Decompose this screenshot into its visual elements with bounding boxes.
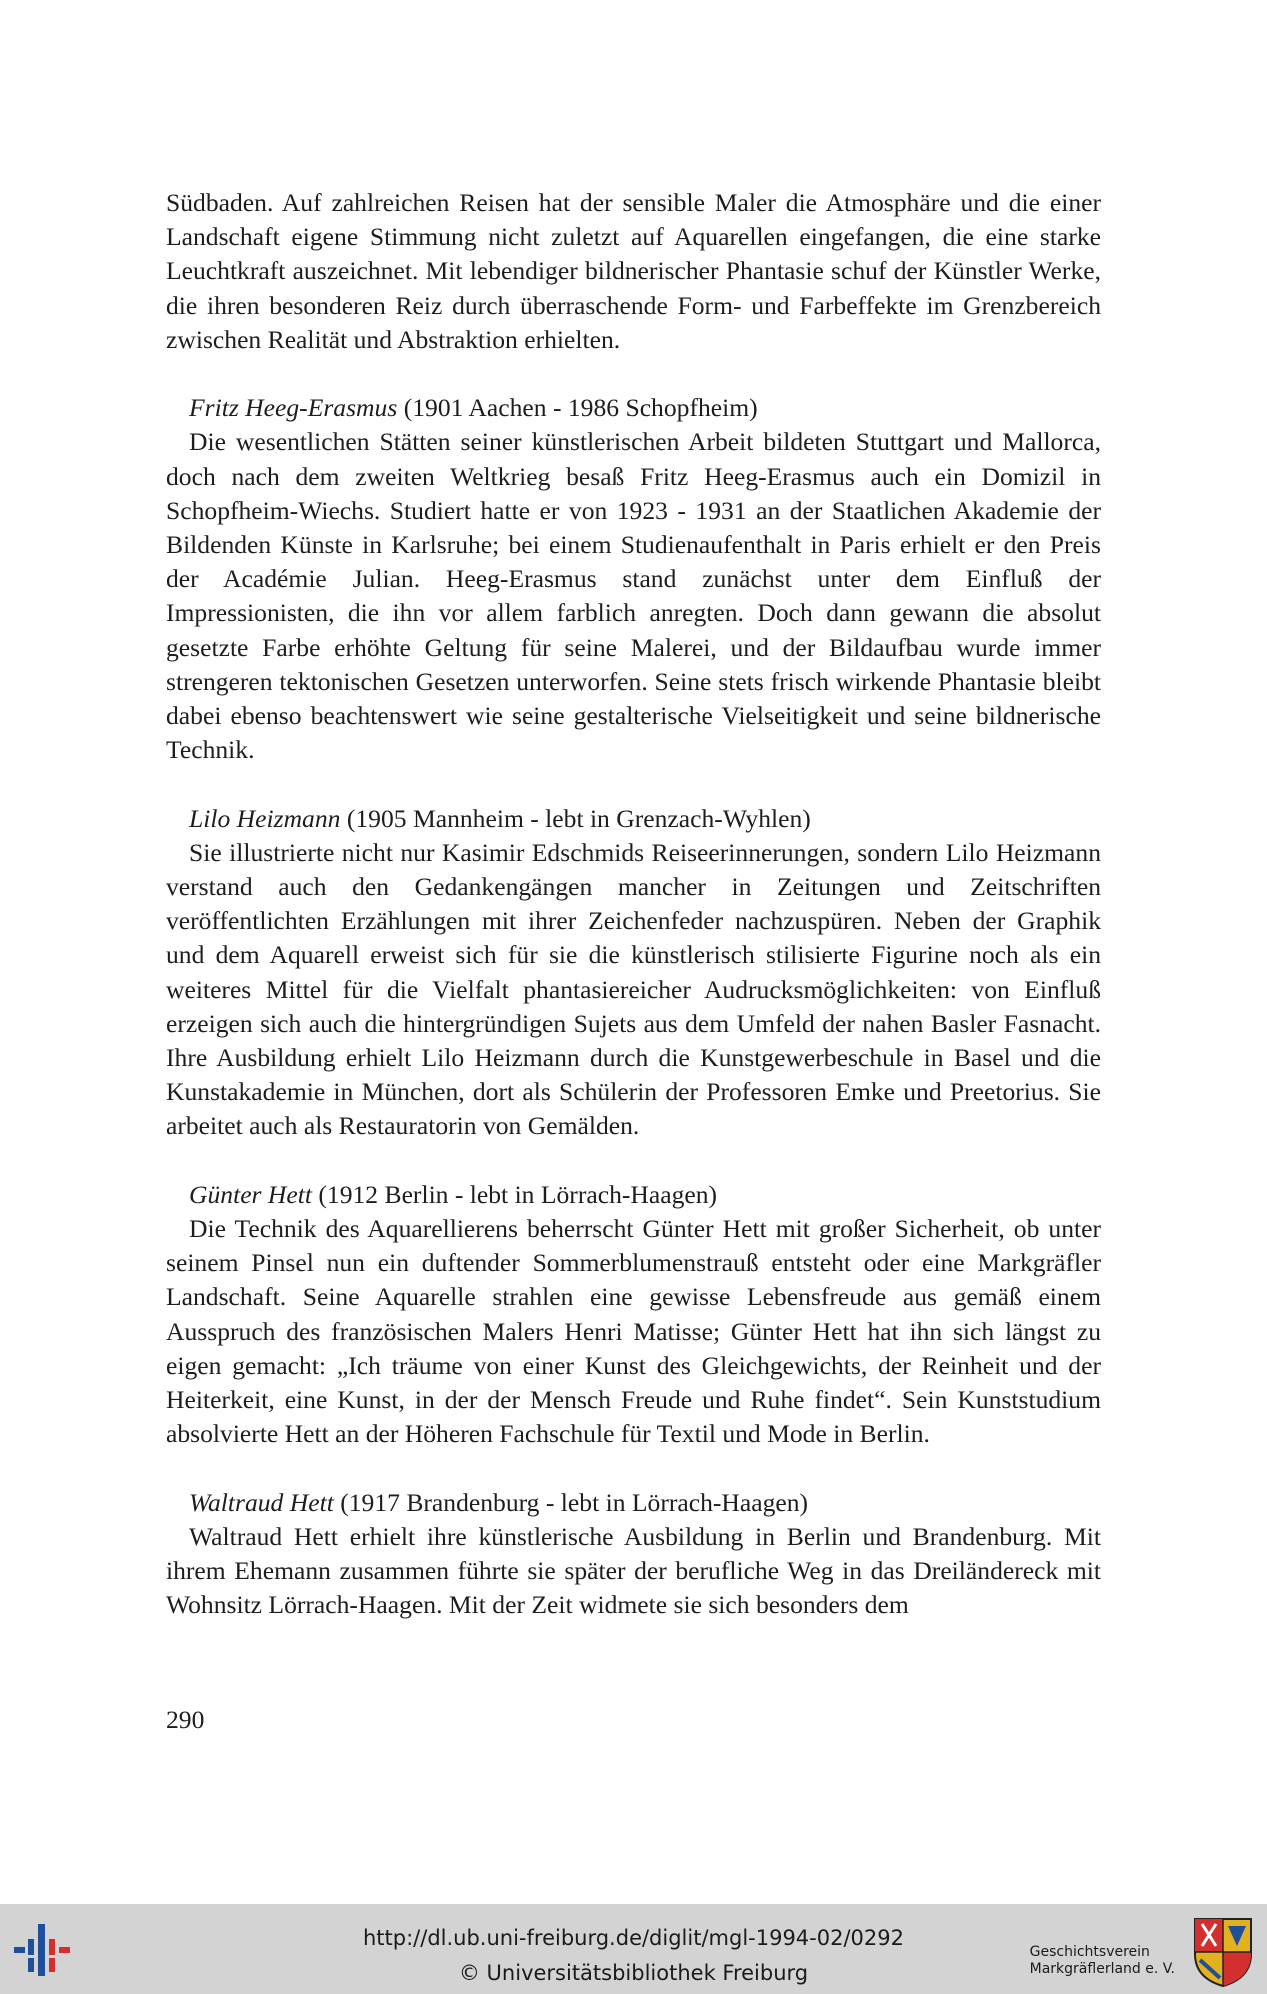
entry-heading — [166, 1178, 1101, 1212]
entry-heading — [166, 1486, 1101, 1520]
document-url-link[interactable]: http://dl.ub.uni-freiburg.de/diglit/mgl-1994-02/0292 — [362, 1926, 904, 1950]
artist-dates: (1901 Aachen - 1986 Schopfheim) — [403, 393, 758, 423]
artist-dates: (1905 Mannheim - lebt in Grenzach-Wyhlen) — [346, 803, 811, 833]
copyright-notice: © Universitätsbibliothek Freiburg — [458, 1961, 809, 1985]
coat-of-arms-icon — [1192, 1916, 1254, 1988]
artist-dates: (1917 Brandenburg - lebt in Lörrach-Haagen) — [340, 1487, 809, 1517]
page-body — [166, 186, 1101, 1622]
page-number: 290 — [166, 1705, 205, 1734]
entry-paragraph: Sie illustrierte nicht nur Kasimir Edschmids Reiseerinnerungen, sondern Lilo Heizmann verstand auch den Gedankengängen mancher in Zeitungen und Zeitschriften veröffentlichten Erzählungen mit ihrer Zeichenfeder nachzuspüren. Neben der Graphik und dem Aquarell erweist sich für sie die künstlerisch stilisierte Figurine noch als ein weiteres Mittel für die Vielfalt phantasiereicher Audrucksmöglichkeiten: von Einfluß erzeigen sich auch die hintergründigen Sujets aus dem Umfeld der nahen Basler Fasnacht. Ihre Ausbildung erhielt Lilo Heizmann durch die Kunstgewerbeschule in Basel und die Kunstakademie in München, dort als Schülerin der Professoren Emke und Preetorius. Sie arbeitet auch als Restauratorin von Gemälden. — [166, 837, 1101, 1141]
artist-dates: (1912 Berlin - lebt in Lörrach-Haagen) — [318, 1179, 718, 1209]
society-name-line1: Geschichtsverein — [1029, 1944, 1150, 1960]
entry-paragraph: Waltraud Hett erhielt ihre künstlerische Ausbildung in Berlin und Brandenburg. Mit ihrem Ehemann zusammen führte sie später der berufliche Weg in das Dreiländereck mit Wohnsitz Lörrach-Haagen. Mit der Zeit widmete sie sich besonders dem — [166, 1521, 1101, 1620]
viewer-footer — [0, 1904, 1267, 1994]
entry-heading — [166, 391, 1101, 425]
artist-name: Fritz Heeg-Erasmus — [189, 393, 398, 423]
artist-name: Lilo Heizmann — [189, 803, 341, 833]
artist-name: Günter Hett — [189, 1179, 312, 1209]
intro-paragraph: Südbaden. Auf zahlreichen Reisen hat der sensible Maler die Atmosphäre und die einer Landschaft eigene Stimmung nicht zuletzt auf Aquarellen eingefangen, die eine starke Leuchtkraft auszeichnet. Mit lebendiger bildnerischer Phantasie schuf der Künstler Werke, die ihren besonderen Reiz durch überraschende Form- und Farbeffekte im Grenzbereich zwischen Realität und Abstraktion erhielten. — [166, 188, 1101, 354]
society-name — [1030, 1944, 1175, 1978]
entry-paragraph: Die Technik des Aquarellierens beherrscht Günter Hett mit großer Sicherheit, ob unter seinem Pinsel nun ein duftender Sommerblumenstrauß entsteht oder eine Markgräfler Landschaft. Seine Aquarelle strahlen eine gewisse Lebensfreude aus gemäß einem Ausspruch des französischen Malers Henri Matisse; Günter Hett hat ihn sich längst zu eigen gemacht: „Ich träume von einer Kunst des Gleichgewichts, der Reinheit und der Heiterkeit, eine Kunst, in der der Mensch Freude und Ruhe findet“. Sein Kunststudium absolvierte Hett an der Höheren Fachschule für Textil und Mode in Berlin. — [166, 1214, 1101, 1449]
artist-name: Waltraud Hett — [189, 1487, 334, 1517]
entry-paragraph: Die wesentlichen Stätten seiner künstlerischen Arbeit bildeten Stuttgart und Mallorca, doch nach dem zweiten Weltkrieg besaß Fritz Heeg-Erasmus auch ein Domizil in Schopfheim-Wiechs. Studiert hatte er von 1923 - 1931 an der Staatlichen Akademie der Bildenden Künste in Karlsruhe; bei einem Studienaufenthalt in Paris erhielt er den Preis der Académie Julian. Heeg-Erasmus stand zunächst unter dem Einfluß der Impressionisten, die ihn vor allem farblich anregten. Doch dann gewann die absolut gesetzte Farbe erhöhte Geltung für seine Malerei, und der Bildaufbau wurde immer strengeren tektonischen Gesetzen unterworfen. Seine stets frisch wirkende Phantasie bleibt dabei ebenso beachtenswert wie seine gestalterische Vielseitigkeit und seine bildnerische Technik. — [166, 427, 1101, 765]
entry-heading — [166, 802, 1101, 836]
society-name-line2: Markgräflerland e. V. — [1029, 1961, 1175, 1977]
